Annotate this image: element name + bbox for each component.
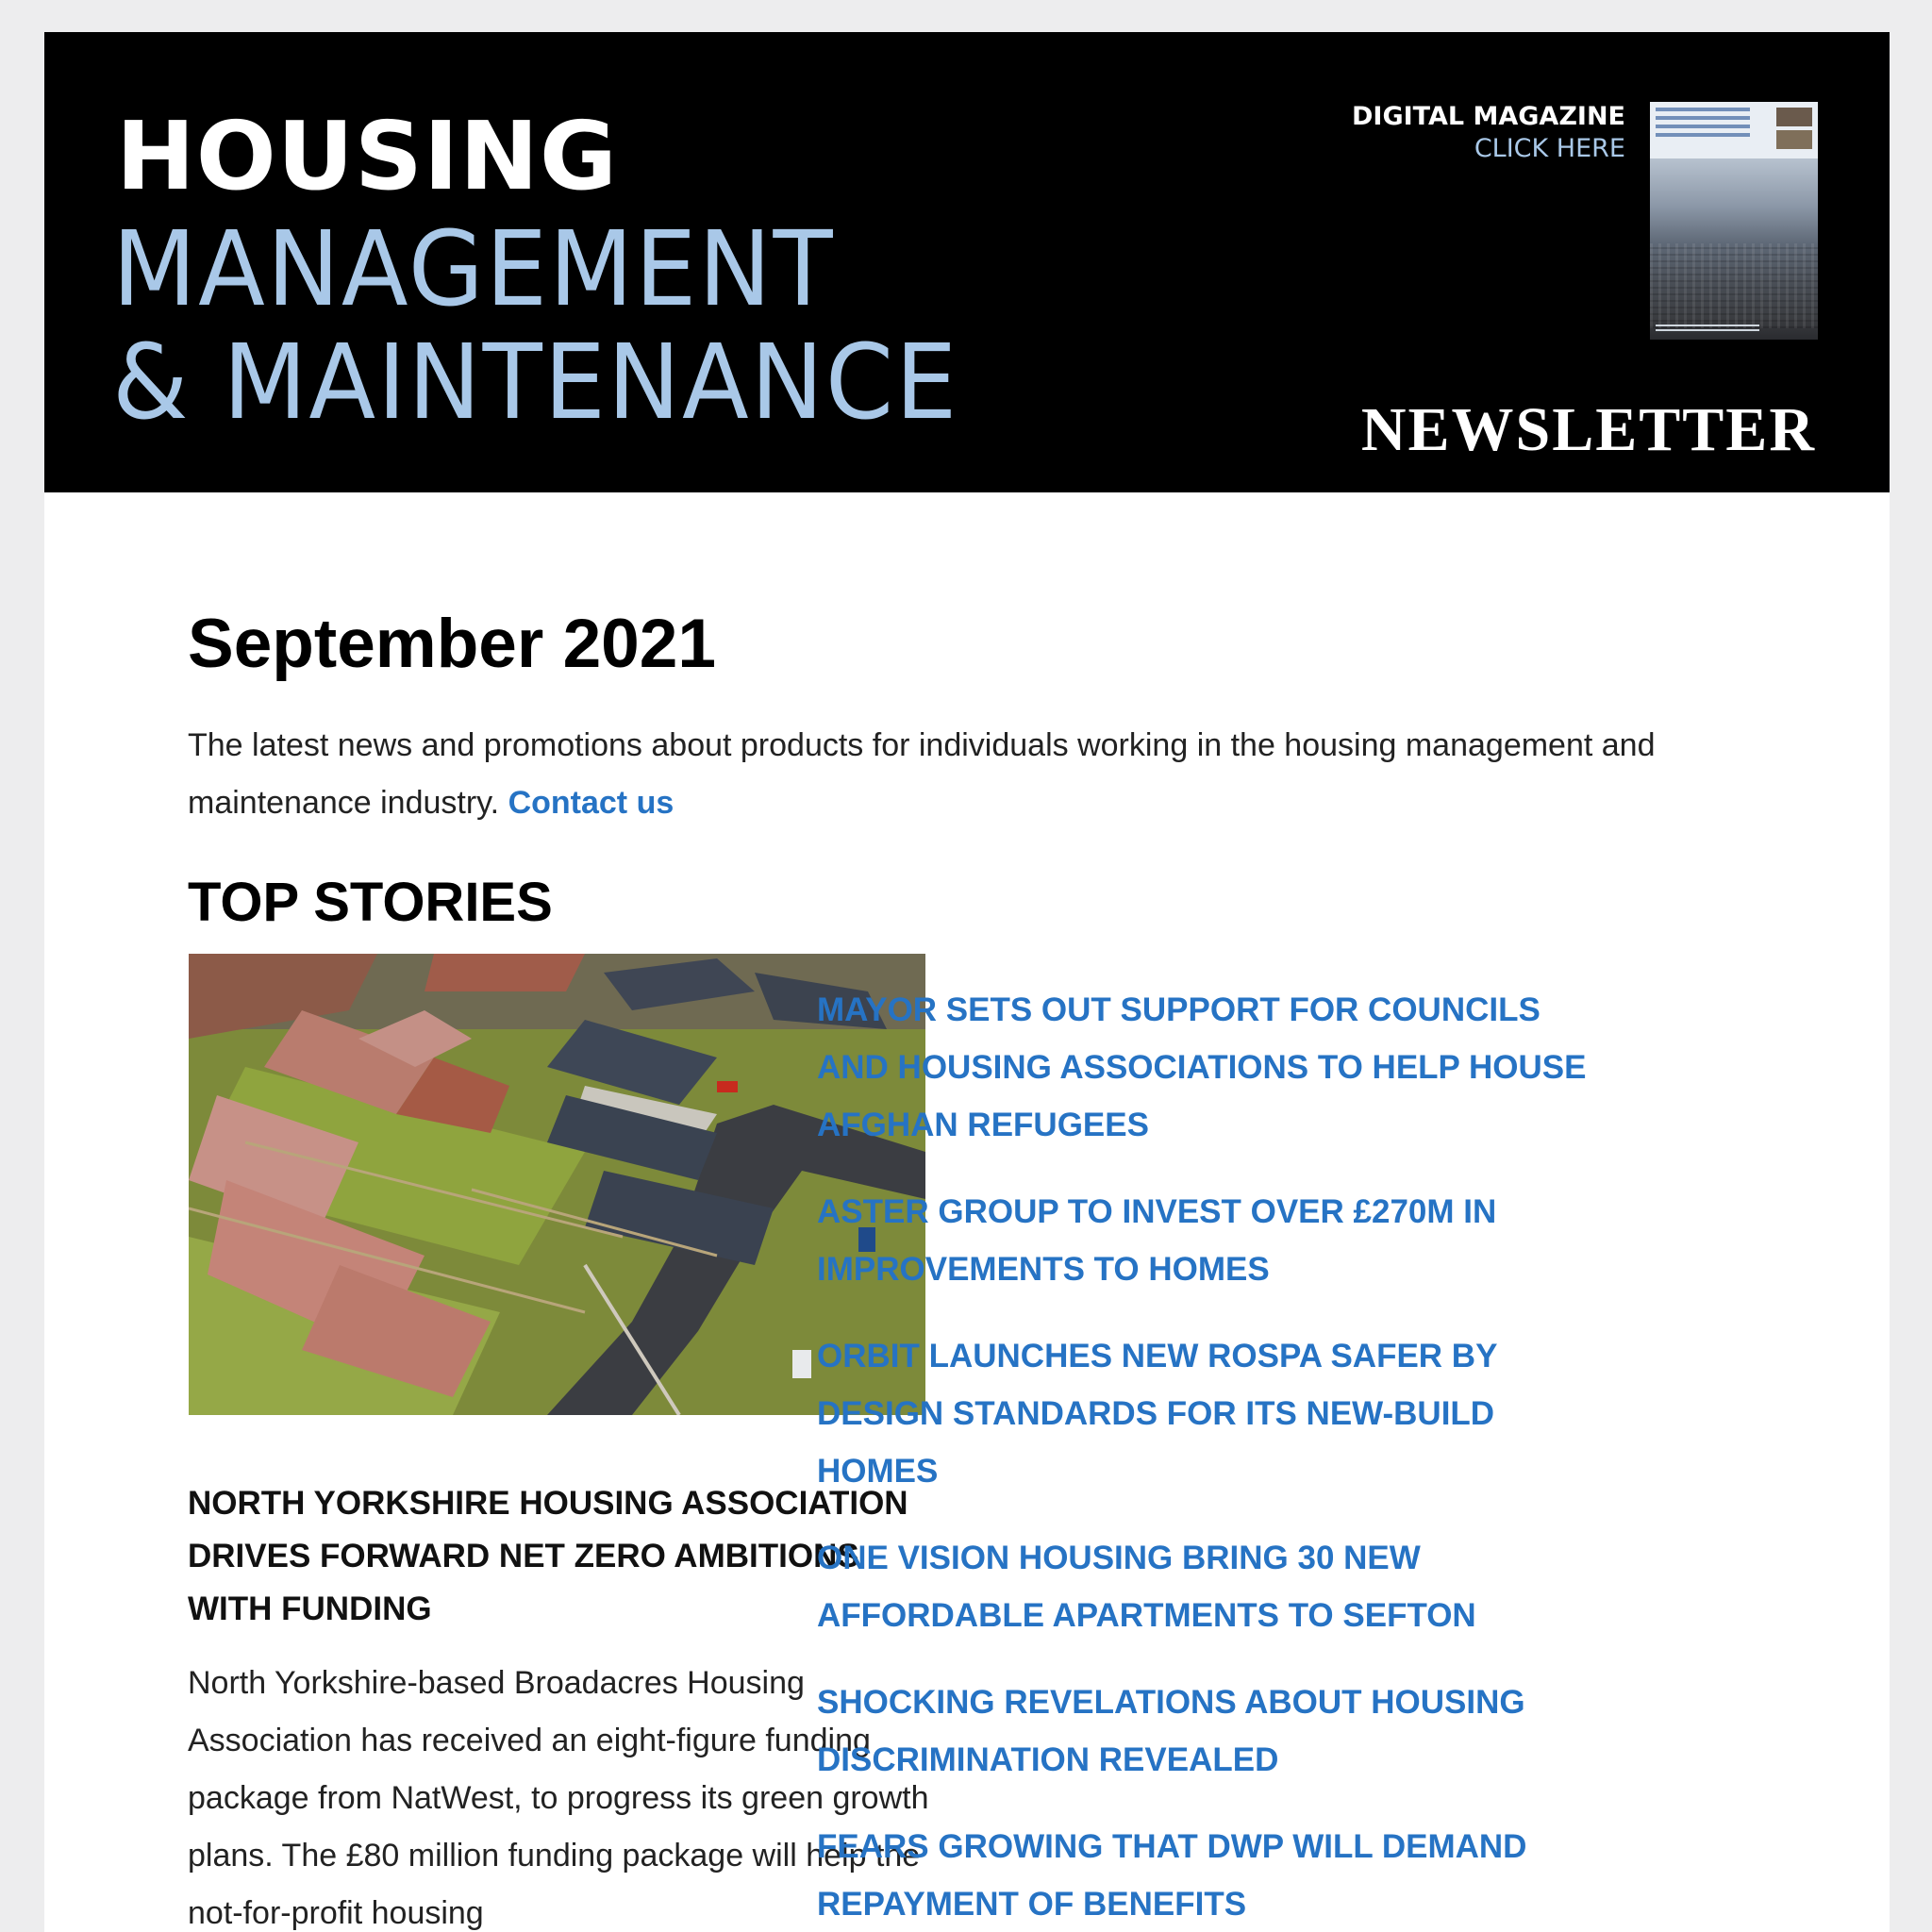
cover-inset-photo	[1776, 108, 1812, 126]
story-link[interactable]: ONE VISION HOUSING BRING 30 NEW AFFORDABLE APARTMENTS TO SEFTON	[817, 1540, 1476, 1634]
cover-rooftops-photo	[1650, 243, 1818, 328]
newsletter-frame	[44, 32, 1890, 1932]
issue-date-heading: September 2021	[188, 606, 716, 682]
masthead	[44, 32, 1890, 492]
featured-story-headline[interactable]: NORTH YORKSHIRE HOUSING ASSOCIATION DRIVES FORWARD NET ZERO AMBITIONS WITH FUNDING	[188, 1485, 908, 1627]
intro-paragraph	[188, 717, 1791, 832]
contact-us-link[interactable]: Contact us	[508, 785, 675, 821]
featured-story-image[interactable]	[189, 954, 925, 1415]
cover-title-block	[1656, 108, 1750, 140]
top-stories-heading: TOP STORIES	[188, 872, 553, 933]
logo-line-housing: HOUSING	[116, 101, 618, 211]
cover-inset-photo	[1776, 130, 1812, 149]
intro-text: The latest news and promotions about products for individuals working in the housing management and maintenance industry.	[188, 727, 1656, 821]
logo-line-maintenance: & MAINTENANCE	[112, 322, 959, 442]
magazine-cover-thumbnail[interactable]	[1650, 102, 1818, 340]
digital-magazine-link[interactable]: CLICK HERE	[1474, 134, 1625, 163]
story-link[interactable]: ASTER GROUP TO INVEST OVER £270M IN IMPROVEMENTS TO HOMES	[817, 1193, 1497, 1288]
logo-line-management: MANAGEMENT	[112, 208, 835, 329]
story-link[interactable]: SHOCKING REVELATIONS ABOUT HOUSING DISCRIMINATION REVEALED	[817, 1684, 1525, 1778]
story-link[interactable]: FEARS GROWING THAT DWP WILL DEMAND REPAYMENT OF BENEFITS	[817, 1828, 1527, 1923]
newsletter-label: NEWSLETTER	[1360, 395, 1816, 464]
cover-footer-text	[1656, 325, 1759, 334]
digital-magazine-label: DIGITAL MAGAZINE	[1352, 102, 1625, 131]
featured-story-summary: North Yorkshire-based Broadacres Housing Association has received an eight-figure funding package from NatWest, to progress its green growth plans. The £80 million funding package will help the not-for-profit housing	[188, 1665, 929, 1931]
top-stories-link-list	[817, 981, 1591, 1932]
story-link[interactable]: ORBIT LAUNCHES NEW ROSPA SAFER BY DESIGN STANDARDS FOR ITS NEW-BUILD HOMES	[817, 1338, 1497, 1490]
story-link[interactable]: MAYOR SETS OUT SUPPORT FOR COUNCILS AND HOUSING ASSOCIATIONS TO HELP HOUSE AFGHAN REFUGEES	[817, 991, 1587, 1143]
